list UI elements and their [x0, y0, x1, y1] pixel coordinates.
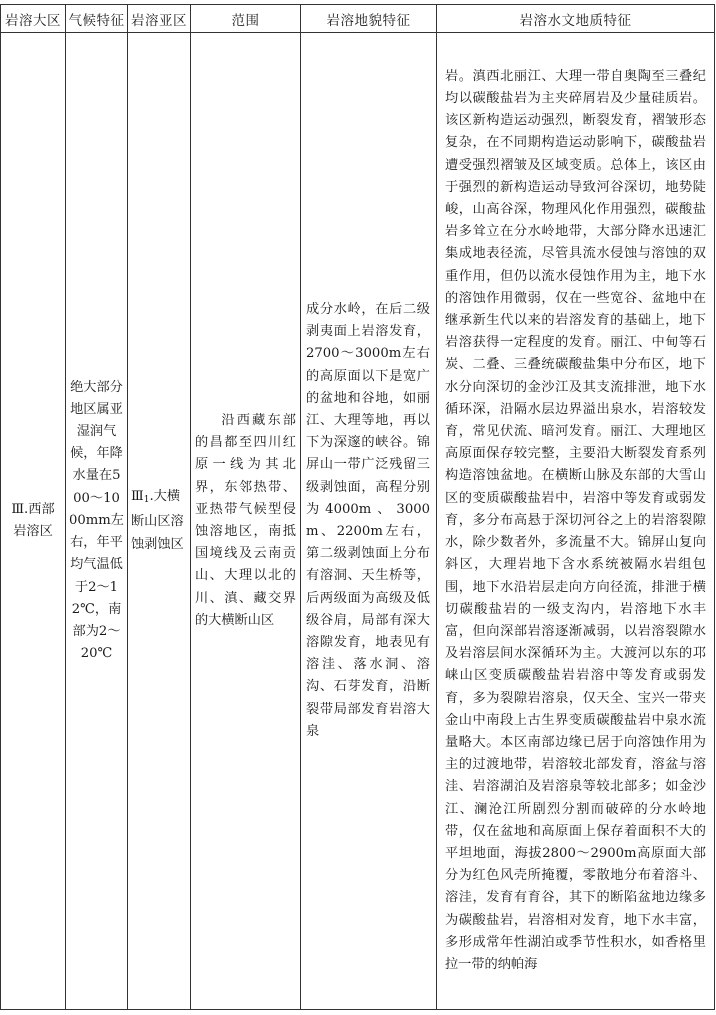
landform-text: 成分水岭，在后二级剥夷面上岩溶发育，2700～3000m左右的高原面以下是宽广的盆地和谷地，如丽江、大理等地，再以下为深邃的峡谷。锦屏山一带广泛残留三级剥蚀面，高程分别为4000m、3000m、2200m左右，第二级剥蚀面上分布有溶洞、天生桥等，后两级面为高级及低级谷肩，局部有深大溶隙发育，地表见有溶洼、落水洞、溶沟、石芽发育，沿断裂带局部发育岩溶大泉: [306, 301, 430, 739]
cell-climate: [66, 33, 128, 1010]
cell-hydrogeology: [437, 33, 715, 1010]
subregion-prefix: Ⅲ: [131, 489, 144, 505]
table-header-row: [1, 5, 715, 33]
cell-region: [1, 33, 66, 1010]
header-hydrogeology: 岩溶水文地质特征: [437, 5, 715, 33]
scope-text: 沿西藏东部的昌都至四川红原一线为其北界，东邻热带、亚热带气候型侵蚀溶地区，南抵国境线及云南贡山、大理以北的川、滇、藏交界的大横断山区: [195, 412, 296, 628]
table-row: [1, 33, 715, 1010]
cell-scope: [191, 33, 301, 1010]
header-landform: 岩溶地貌特征: [301, 5, 437, 33]
header-climate: 气候特征: [66, 5, 128, 33]
subregion-rest: .大横断山区溶蚀剥蚀区: [131, 489, 184, 552]
subregion-text: [128, 486, 190, 556]
cell-subregion: [128, 33, 191, 1010]
karst-zoning-table: [0, 4, 715, 1010]
cell-landform: [301, 33, 437, 1010]
subregion-subscript: 1: [143, 495, 150, 506]
header-scope: 范围: [191, 5, 301, 33]
hydrogeology-text: 岩。滇西北丽江、大理一带自奥陶至三叠纪均以碳酸盐岩为主夹碎屑岩及少量硅质岩。该区新构造运动强烈，断裂发育，褶皱形态复杂，在不同期构造运动影响下，碳酸盐岩遭受强烈褶皱及区域变质。总体上，该区由于强烈的新构造运动导致河谷深切，地势陡峻，山高谷深，物理风化作用强烈，碳酸盐岩多耸立在分水岭地带，大部分降水迅速汇集成地表径流，尽管具流水侵蚀与溶蚀的双重作用，但仍以流水侵蚀作用为主，地下水的溶蚀作用微弱，仅在一些宽谷、盆地中在继承新生代以来的岩溶发育的基础上，地下岩溶获得一定程度的发育。丽江、中甸等石炭、二叠、三叠统碳酸盐集中分布区，地下水分向深切的金沙江及其支流排泄，地下水循环深，沿隔水层边界溢出泉水，岩溶较发育，常见伏流、暗河发育。丽江、大理地区高原面保存较完整，主要沿大断裂发育系列构造溶蚀盆地。在横断山脉及东部的大雪山区的变质碳酸盐岩中，岩溶中等发育或弱发育，多分布高悬于深切河谷之上的岩溶裂隙水，除少数者外，多流量不大。锦屏山复向斜区，大理岩地下含水系统被隔水岩组包围，地下水沿岩层走向方向径流，排泄于横切碳酸盐岩的一级支沟内，岩溶地下水丰富，但向深部岩溶逐渐减弱，以岩溶裂隙水及岩溶层间水深循环为主。大渡河以东的邛崃山区变质碳酸盐岩岩溶中等发育或弱发育，多为裂隙岩溶泉，仅天全、宝兴一带夹金山中南段上古生界变质碳酸盐岩中泉水流量略大。本区南部边缘已居于向溶蚀作用为主的过渡地带，岩溶较北部发育，溶盆与溶洼、岩溶湖泊及岩溶泉等较北部多；如金沙江、澜沧江所剧烈分割而破碎的分水岭地带，仅在盆地和高原面上保存着面积不大的平坦地面，海拔2800～2900m高原面大部分为红色风壳所掩覆，零散地分布着溶斗、溶洼，发育有育谷，其下的断陷盆地边缘多为碳酸盐岩，岩溶相对发育，地下水丰富，多形成常年性湖泊或季节性积水，如香格里拉一带的纳帕海: [445, 68, 706, 972]
header-region: 岩溶大区: [1, 5, 66, 33]
header-subregion: 岩溶亚区: [128, 5, 191, 33]
climate-text: 绝大部分地区属亚湿润气候，年降水量在500～1000mm左右，年平均气温低于2～12℃，南部为2～20℃: [69, 379, 124, 662]
region-text: Ⅲ.西部岩溶区: [11, 501, 55, 539]
